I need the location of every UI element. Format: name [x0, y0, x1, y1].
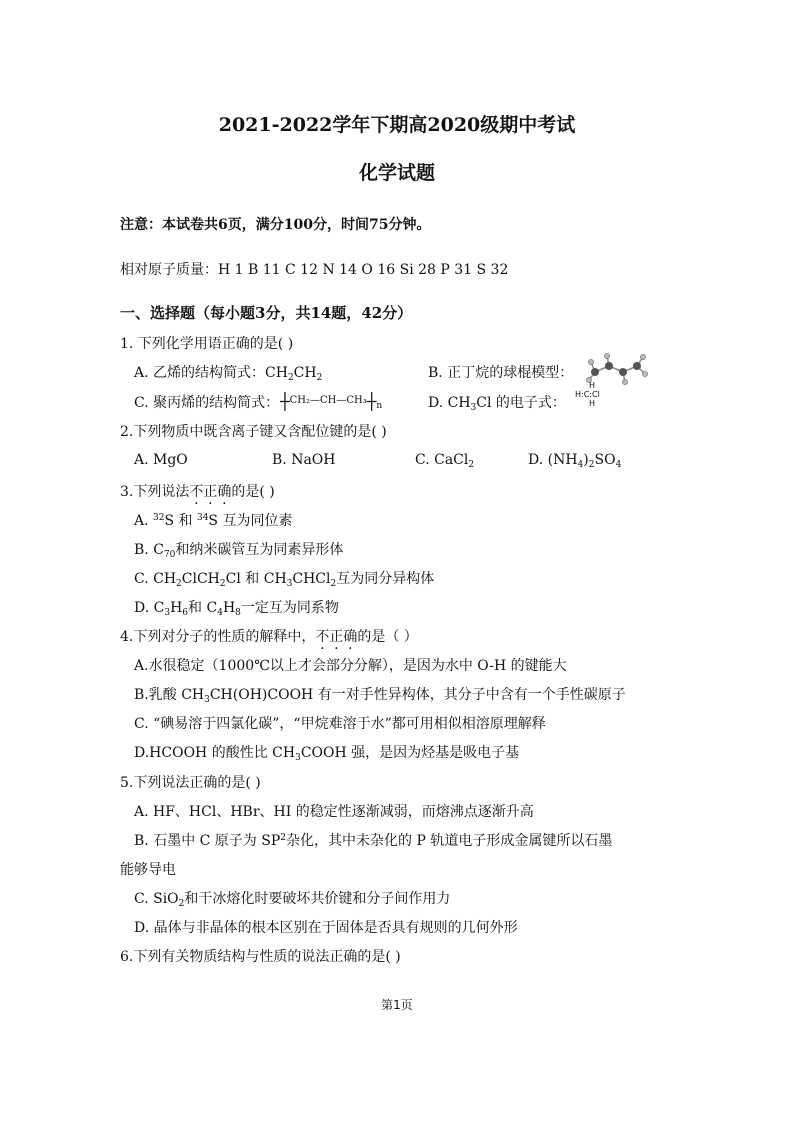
q2-option-a: A. MgO [134, 452, 188, 468]
q4-option-d: D.HCOOH 的酸性比 $CH_3COOH$ 强，是因为烃基是吸电子基 [134, 745, 520, 763]
q3-option-b: B. $C_{70}$和纳米碳管互为同素异形体 [134, 542, 344, 560]
q2-option-c: C. CaCl$_2$ [415, 452, 475, 470]
ch3cl-electron-formula: H H:C:Cl H [575, 381, 600, 408]
q3-option-a: A. $^{32}$S 和 $^{34}$S 互为同位素 [134, 513, 293, 529]
q5-stem: 5.下列说法正确的是( ) [120, 775, 261, 791]
q5-option-b-continued: 能够导电 [120, 862, 176, 878]
q1-option-d: D. $CH_3Cl$ 的电子式： [428, 395, 566, 413]
atomic-mass-line: 相对原子质量：H 1 B 11 C 12 N 14 O 16 Si 28 P 31 S 32 [120, 262, 509, 278]
notice-line: 注意：本试卷共6页，满分100分，时间75分钟。 [120, 217, 431, 233]
q4-option-a: A.水很稳定（1000℃以上才会部分分解），是因为水中 O-H 的键能大 [134, 658, 567, 674]
section-heading: 一、选择题（每小题3分，共14题，42分） [120, 304, 413, 322]
q4-option-b: B.乳酸 $CH_3CH(OH)COOH$ 有一对手性异构体，其分子中含有一个手性碳原子 [134, 687, 626, 705]
q3-stem: 3.下列说法不正确的是( ) [120, 484, 275, 500]
q3-option-c: C. $CH_2ClCH_2Cl$ 和 $CH_3CHCl_2$互为同分异构体 [134, 571, 435, 589]
q2-option-d: D. $(NH_4)_2SO_4$ [528, 452, 622, 470]
q4-option-c: C. “碘易溶于四氯化碳”，“甲烷难溶于水”都可用相似相溶原理解释 [134, 716, 546, 732]
q1-option-a: A. 乙烯的结构简式：$CH_2CH_2$ [134, 365, 323, 383]
q5-option-b: B. 石墨中 C 原子为 $SP^2$杂化，其中未杂化的 P 轨道电子形成金属键所以石墨 [134, 833, 613, 849]
q1-option-c: C. 聚丙烯的结构简式： [134, 395, 280, 411]
q1-stem: 1. 下列化学用语正确的是( ) [120, 336, 294, 352]
q1-option-b: B. 正丁烷的球棍模型： [428, 365, 574, 381]
polypropylene-formula: $┼CH_2—CH—CH_3┼_n$ [280, 392, 383, 411]
exam-title: 2021-2022学年下期高2020级期中考试 [218, 114, 576, 136]
page-number: 第1页 [381, 998, 413, 1012]
q2-stem: 2.下列物质中既含离子键又含配位键的是( ) [120, 424, 387, 440]
q2-option-b: B. NaOH [272, 452, 336, 468]
exam-subtitle: 化学试题 [358, 162, 435, 184]
q5-option-d: D. 晶体与非晶体的根本区别在于固体是否具有规则的几何外形 [134, 920, 518, 936]
q5-option-c: C. SiO$_2$和干冰熔化时要破坏共价键和分子间作用力 [134, 891, 451, 909]
q5-option-a: A. HF、HCl、HBr、HI 的稳定性逐渐减弱，而熔沸点逐渐升高 [134, 804, 534, 820]
q4-stem: 4.下列对分子的性质的解释中，不正确的是（ ） [120, 629, 418, 645]
q3-option-d: D. $C_3H_6$和 $C_4H_8$一定互为同系物 [134, 600, 339, 618]
q6-stem: 6.下列有关物质结构与性质的说法正确的是( ) [120, 949, 401, 965]
